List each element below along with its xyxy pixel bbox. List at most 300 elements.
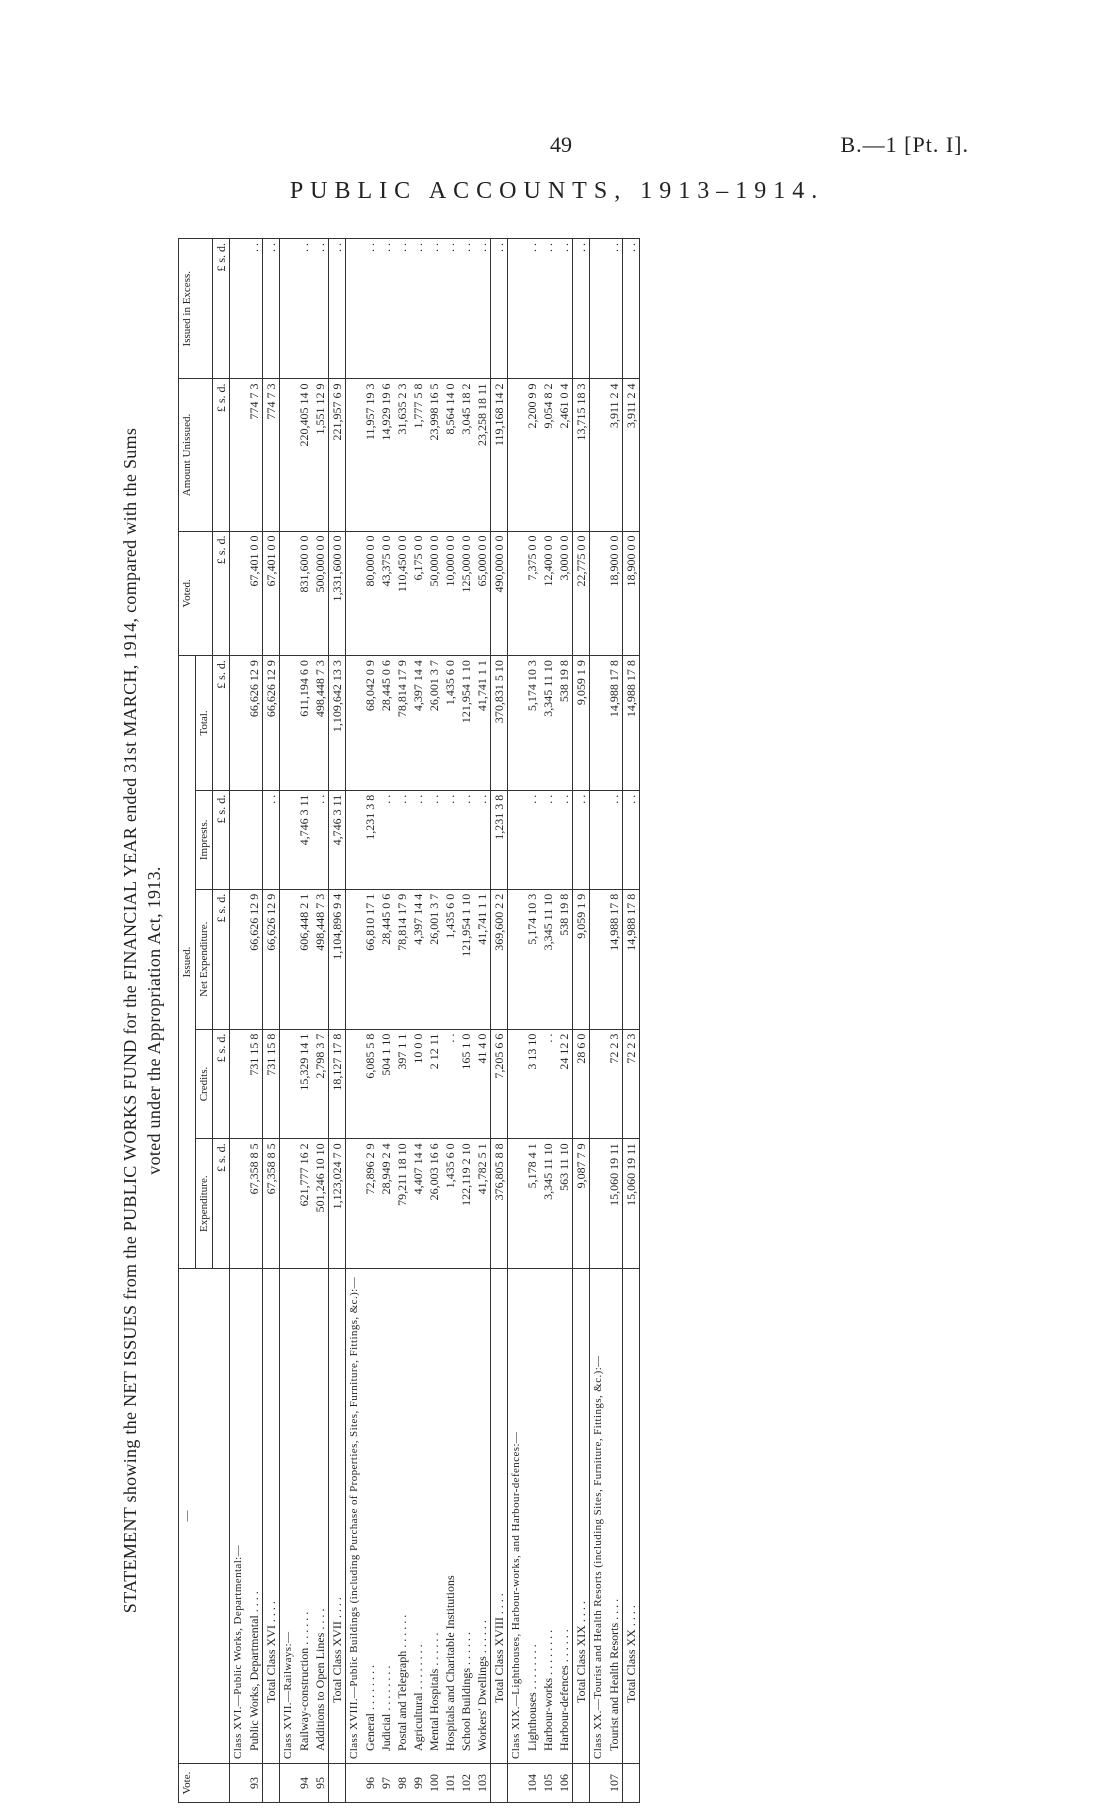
amount-tot [230,656,247,791]
amount-exp: 67,358 8 5 [263,1139,280,1269]
vote-number: 99 [410,1764,426,1803]
amount-imp: 4,746 3 11 [329,790,346,889]
amount-net: 14,988 17 8 [623,889,640,1029]
units-label: £ s. d. [213,379,230,531]
amount-cr [230,1029,247,1139]
class-heading: Class XIX.—Lighthouses, Harbour-works, and Harbour-defences:— [508,1269,525,1764]
amount-exc: . . [410,239,426,379]
amount-unis: 3,911 2 4 [606,379,623,531]
amount-imp: . . [606,790,623,889]
amount-unis: 13,715 18 3 [573,379,590,531]
amount-imp: . . [426,790,442,889]
table-row [378,239,394,1803]
amount-imp [280,790,297,889]
amount-tot: 14,988 17 8 [606,656,623,791]
amount-imp: . . [556,790,573,889]
amount-exc: . . [474,239,491,379]
amount-exc: . . [312,239,329,379]
class-total-label: Total Class XVII . . . . [329,1269,346,1764]
amount-imp: 1,231 3 8 [491,790,508,889]
amount-tot: 3,345 11 10 [540,656,556,791]
amount-net: 41,741 1 1 [474,889,491,1029]
amount-net: 3,345 11 10 [540,889,556,1029]
amount-exc: . . [394,239,410,379]
statement-line-2: voted under the Appropriation Act, 1913. [144,866,164,1175]
vote-number: 103 [474,1764,491,1803]
item-description: General . . . . . . . . [362,1269,378,1764]
amount-unis: 3,911 2 4 [623,379,640,531]
amount-exc: . . [246,239,263,379]
amount-net: 498,448 7 3 [312,889,329,1029]
amount-exc: . . [540,239,556,379]
issues-table [178,238,640,1803]
amount-cr: 165 1 0 [458,1029,474,1139]
table-row [312,239,329,1803]
class-total-label: Total Class XX . . . . [623,1269,640,1764]
amount-unis: 1,777 5 8 [410,379,426,531]
amount-voted [230,531,247,656]
amount-cr: 2,798 3 7 [312,1029,329,1139]
amount-exc: . . [623,239,640,379]
table-row [410,239,426,1803]
amount-exc: . . [442,239,458,379]
units-label: £ s. d. [213,790,230,889]
amount-net [508,889,525,1029]
amount-net: 5,174 10 3 [524,889,540,1029]
table-row [426,239,442,1803]
amount-exp: 3,345 11 10 [540,1139,556,1269]
amount-exc: . . [606,239,623,379]
amount-exc: . . [296,239,312,379]
amount-net [230,889,247,1029]
amount-voted: 18,900 0 0 [623,531,640,656]
amount-tot [590,656,607,791]
item-description: Additions to Open Lines . . . . [312,1269,329,1764]
vote-number: 102 [458,1764,474,1803]
amount-voted: 43,375 0 0 [378,531,394,656]
vote-number [280,1764,297,1803]
statement-line-1: STATEMENT showing the NET ISSUES from the PUBLIC WORKS FUND for the FINANCIAL YEAR ended 31st MARCH, 1914, compared with the Sums [120,427,140,1614]
table-row [491,239,508,1803]
amount-exp: 79,211 18 10 [394,1139,410,1269]
amount-voted: 490,000 0 0 [491,531,508,656]
item-description: Agricultural . . . . . . . . [410,1269,426,1764]
vote-number: 96 [362,1764,378,1803]
amount-net: 26,001 3 7 [426,889,442,1029]
amount-tot: 4,397 14 4 [410,656,426,791]
amount-exc: . . [458,239,474,379]
amount-unis: 221,957 6 9 [329,379,346,531]
vote-number: 100 [426,1764,442,1803]
amount-voted [590,531,607,656]
amount-voted: 12,400 0 0 [540,531,556,656]
amount-tot: 498,448 7 3 [312,656,329,791]
amount-exp: 28,949 2 4 [378,1139,394,1269]
class-total-label: Total Class XVI . . . . [263,1269,280,1764]
amount-net: 14,988 17 8 [606,889,623,1029]
amount-tot: 5,174 10 3 [524,656,540,791]
amount-voted: 3,000 0 0 [556,531,573,656]
excess-header: Issued in Excess. [179,239,213,379]
amount-tot: 1,435 6 0 [442,656,458,791]
amount-voted: 67,401 0 0 [263,531,280,656]
amount-unis: 31,635 2 3 [394,379,410,531]
voted-header: Voted. [179,531,213,656]
amount-exp: 1,435 6 0 [442,1139,458,1269]
table-row [623,239,640,1803]
amount-cr: 41 4 0 [474,1029,491,1139]
amount-cr: 72 2 3 [623,1029,640,1139]
amount-imp: . . [540,790,556,889]
amount-cr: 15,329 14 1 [296,1029,312,1139]
units-label: £ s. d. [213,889,230,1029]
amount-unis: 23,998 16 5 [426,379,442,531]
amount-imp: . . [524,790,540,889]
amount-cr: 7,205 6 6 [491,1029,508,1139]
amount-imp: . . [474,790,491,889]
amount-tot: 78,814 17 9 [394,656,410,791]
table-row [606,239,623,1803]
item-description: Workers' Dwellings . . . . . . [474,1269,491,1764]
amount-exp: 15,060 19 11 [623,1139,640,1269]
vote-number: 104 [524,1764,540,1803]
amount-cr: 28 6 0 [573,1029,590,1139]
table-row [508,239,525,1803]
vote-number [590,1764,607,1803]
vote-number: 105 [540,1764,556,1803]
expenditure-header: Expenditure. [196,1139,213,1269]
amount-exp: 26,003 16 6 [426,1139,442,1269]
table-row [246,239,263,1803]
vote-number: 106 [556,1764,573,1803]
amount-imp: . . [458,790,474,889]
item-description: School Buildings . . . . . . [458,1269,474,1764]
vote-number [491,1764,508,1803]
amount-cr: 731 15 8 [263,1029,280,1139]
amount-unis [346,379,363,531]
amount-exc: . . [573,239,590,379]
amount-exp [346,1139,363,1269]
amount-unis: 2,200 9 9 [524,379,540,531]
table-row [556,239,573,1803]
rotated-statement [118,238,978,1803]
amount-net: 9,059 1 9 [573,889,590,1029]
vote-number [263,1764,280,1803]
statement-title [118,238,166,1803]
amount-unis [590,379,607,531]
amount-imp [230,790,247,889]
amount-voted: 110,450 0 0 [394,531,410,656]
units-label: £ s. d. [213,1139,230,1269]
amount-tot: 41,741 1 1 [474,656,491,791]
amount-voted: 50,000 0 0 [426,531,442,656]
amount-cr: 3 13 10 [524,1029,540,1139]
amount-net: 28,445 0 6 [378,889,394,1029]
amount-cr: 10 0 0 [410,1029,426,1139]
amount-exp: 621,777 16 2 [296,1139,312,1269]
amount-unis: 119,168 14 2 [491,379,508,531]
amount-tot: 68,042 0 9 [362,656,378,791]
amount-exc: . . [524,239,540,379]
amount-unis [508,379,525,531]
amount-exp: 4,407 14 4 [410,1139,426,1269]
item-description: Lighthouses . . . . . . . . [524,1269,540,1764]
amount-exc: . . [426,239,442,379]
amount-exc [590,239,607,379]
amount-net: 78,814 17 9 [394,889,410,1029]
amount-tot: 14,988 17 8 [623,656,640,791]
amount-exc [230,239,247,379]
unissued-header: Amount Unissued. [179,379,213,531]
class-heading: Class XVIII.—Public Buildings (including Purchase of Properties, Sites, Furniture, Fittings, &c.):— [346,1269,363,1764]
vote-header: Vote. [179,1764,230,1803]
amount-cr [590,1029,607,1139]
amount-voted: 6,175 0 0 [410,531,426,656]
amount-exp [280,1139,297,1269]
total-header: Total. [196,656,213,791]
amount-unis: 23,258 18 11 [474,379,491,531]
vote-number: 101 [442,1764,458,1803]
amount-voted: 65,000 0 0 [474,531,491,656]
amount-cr [508,1029,525,1139]
vote-number: 98 [394,1764,410,1803]
imprests-header: Imprests. [196,790,213,889]
page-heading: PUBLIC ACCOUNTS, 1913–1914. [289,178,825,204]
amount-tot: 1,109,642 13 3 [329,656,346,791]
amount-voted: 80,000 0 0 [362,531,378,656]
amount-imp [508,790,525,889]
amount-unis: 11,957 19 3 [362,379,378,531]
table-row [540,239,556,1803]
table-row [230,239,247,1803]
amount-cr: . . [540,1029,556,1139]
amount-voted [280,531,297,656]
amount-net [280,889,297,1029]
units-label: £ s. d. [213,656,230,791]
vote-number: 107 [606,1764,623,1803]
amount-exc: . . [362,239,378,379]
class-heading: Class XVII.—Railways:— [280,1269,297,1764]
amount-cr: 18,127 17 8 [329,1029,346,1139]
item-description: Railway-construction . . . . . . [296,1269,312,1764]
vote-number [346,1764,363,1803]
amount-exp [590,1139,607,1269]
amount-exc: . . [556,239,573,379]
amount-voted: 125,000 0 0 [458,531,474,656]
vote-number: 94 [296,1764,312,1803]
amount-voted: 7,375 0 0 [524,531,540,656]
amount-imp [246,790,263,889]
amount-cr: 397 1 1 [394,1029,410,1139]
net-expenditure-header: Net Expenditure. [196,889,213,1029]
amount-imp: . . [573,790,590,889]
item-description: Postal and Telegraph . . . . . . [394,1269,410,1764]
item-description: Judicial . . . . . . . . [378,1269,394,1764]
amount-cr [346,1029,363,1139]
amount-exp: 122,119 2 10 [458,1139,474,1269]
vote-number [329,1764,346,1803]
amount-imp: 4,746 3 11 [296,790,312,889]
amount-exp [508,1139,525,1269]
amount-imp [590,790,607,889]
amount-voted: 10,000 0 0 [442,531,458,656]
amount-exp: 1,123,024 7 0 [329,1139,346,1269]
vote-number: 95 [312,1764,329,1803]
class-heading: Class XX.—Tourist and Health Resorts (including Sites, Furniture, Fittings, &c.):— [590,1269,607,1764]
amount-tot: 9,059 1 9 [573,656,590,791]
amount-exp: 41,782 5 1 [474,1139,491,1269]
amount-tot: 538 19 8 [556,656,573,791]
issued-header: Issued. [179,656,196,1269]
amount-net: 121,954 1 10 [458,889,474,1029]
page-number: 49 [550,132,572,157]
item-description: Harbour-works . . . . . . . . [540,1269,556,1764]
amount-cr: 731 15 8 [246,1029,263,1139]
amount-voted: 67,401 0 0 [246,531,263,656]
amount-net [346,889,363,1029]
table-body [230,239,640,1803]
amount-unis: 774 7 3 [263,379,280,531]
class-total-label: Total Class XIX . . . . [573,1269,590,1764]
amount-exp: 15,060 19 11 [606,1139,623,1269]
amount-exc: . . [263,239,280,379]
amount-imp: . . [623,790,640,889]
table-row [573,239,590,1803]
vote-number [230,1764,247,1803]
amount-tot: 66,626 12 9 [246,656,263,791]
amount-imp [346,790,363,889]
amount-unis [230,379,247,531]
amount-unis: 3,045 18 2 [458,379,474,531]
table-row [442,239,458,1803]
amount-tot: 370,831 5 10 [491,656,508,791]
amount-tot: 26,001 3 7 [426,656,442,791]
amount-unis: 8,564 14 0 [442,379,458,531]
amount-exp: 67,358 8 5 [246,1139,263,1269]
item-description: Harbour-defences . . . . . . [556,1269,573,1764]
amount-tot [508,656,525,791]
amount-exc [346,239,363,379]
amount-imp: . . [263,790,280,889]
table-row [524,239,540,1803]
amount-tot [346,656,363,791]
class-total-label: Total Class XVIII . . . . [491,1269,508,1764]
vote-number [623,1764,640,1803]
table-row [296,239,312,1803]
amount-exc: . . [378,239,394,379]
table-row [474,239,491,1803]
table-row [394,239,410,1803]
units-label: £ s. d. [213,1029,230,1139]
amount-imp: . . [410,790,426,889]
vote-number: 93 [246,1764,263,1803]
amount-cr: 6,085 5 8 [362,1029,378,1139]
amount-imp: . . [378,790,394,889]
amount-unis: 2,461 0 4 [556,379,573,531]
table-row [458,239,474,1803]
units-label: £ s. d. [213,239,230,379]
amount-exp: 376,805 8 8 [491,1139,508,1269]
vote-number [508,1764,525,1803]
amount-tot: 611,194 6 0 [296,656,312,791]
amount-exp [230,1139,247,1269]
amount-tot: 66,626 12 9 [263,656,280,791]
amount-voted: 1,331,600 0 0 [329,531,346,656]
description-header: — [179,1269,230,1764]
item-description: Hospitals and Charitable Institutions [442,1269,458,1764]
amount-cr: 24 12 2 [556,1029,573,1139]
amount-exc [280,239,297,379]
class-heading: Class XVI.—Public Works, Departmental:— [230,1269,247,1764]
document-reference: B.—1 [Pt. I]. [840,132,969,157]
amount-imp: . . [442,790,458,889]
amount-cr: 72 2 3 [606,1029,623,1139]
amount-voted [346,531,363,656]
amount-net [590,889,607,1029]
table-row [590,239,607,1803]
amount-unis: 14,929 19 6 [378,379,394,531]
amount-net: 66,810 17 1 [362,889,378,1029]
amount-imp: . . [312,790,329,889]
table-row [280,239,297,1803]
amount-unis: 9,054 8 2 [540,379,556,531]
amount-net: 66,626 12 9 [263,889,280,1029]
amount-net: 606,448 2 1 [296,889,312,1029]
amount-unis: 774 7 3 [246,379,263,531]
table-row [263,239,280,1803]
amount-tot: 28,445 0 6 [378,656,394,791]
credits-header: Credits. [196,1029,213,1139]
amount-voted [508,531,525,656]
amount-exp: 5,178 4 1 [524,1139,540,1269]
amount-unis [280,379,297,531]
amount-exp: 563 11 10 [556,1139,573,1269]
amount-cr: . . [442,1029,458,1139]
amount-voted: 22,775 0 0 [573,531,590,656]
amount-cr: 504 1 10 [378,1029,394,1139]
amount-net: 538 19 8 [556,889,573,1029]
amount-voted: 831,600 0 0 [296,531,312,656]
vote-number [573,1764,590,1803]
amount-exc: . . [329,239,346,379]
vote-number: 97 [378,1764,394,1803]
amount-voted: 18,900 0 0 [606,531,623,656]
units-label: £ s. d. [213,531,230,656]
item-description: Mental Hospitals . . . . . . [426,1269,442,1764]
amount-cr [280,1029,297,1139]
amount-imp: . . [394,790,410,889]
amount-tot: 121,954 1 10 [458,656,474,791]
amount-exc: . . [491,239,508,379]
amount-unis: 220,405 14 0 [296,379,312,531]
table-row [362,239,378,1803]
amount-exp: 9,087 7 9 [573,1139,590,1269]
amount-net: 1,104,896 9 4 [329,889,346,1029]
amount-exp: 72,896 2 9 [362,1139,378,1269]
amount-unis: 1,551 12 9 [312,379,329,531]
amount-voted: 500,000 0 0 [312,531,329,656]
item-description: Tourist and Health Resorts . . . . [606,1269,623,1764]
amount-exc [508,239,525,379]
amount-net: 66,626 12 9 [246,889,263,1029]
amount-net: 369,600 2 2 [491,889,508,1029]
amount-net: 4,397 14 4 [410,889,426,1029]
item-description: Public Works, Departmental . . . . [246,1269,263,1764]
table-row [346,239,363,1803]
amount-imp: 1,231 3 8 [362,790,378,889]
table-row [329,239,346,1803]
amount-tot [280,656,297,791]
